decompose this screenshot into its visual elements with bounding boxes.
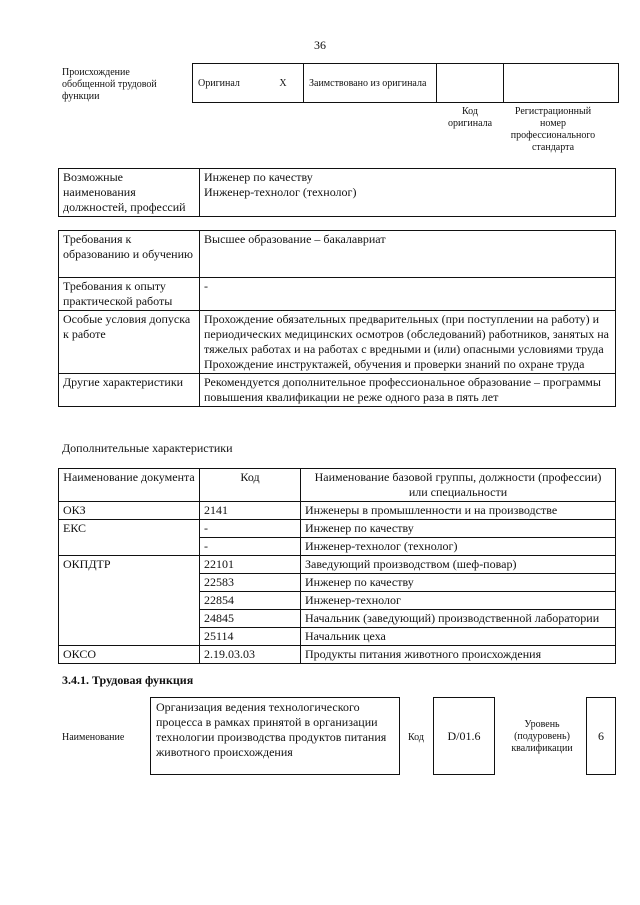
col-header-doc: Наименование документа	[59, 469, 200, 502]
req-value: Высшее образование – бакалавриат	[200, 231, 616, 278]
req-value: Рекомендуется дополнительное профессиональное образование – программы повышения квалификации не реже одного раза в пять лет	[200, 374, 616, 407]
table-row: 24845 Начальник (заведующий) производственной лаборатории	[59, 610, 616, 628]
qualification-level-label: Уровень (подуровень) квалификации	[511, 719, 573, 754]
code-caption: Код оригинала	[447, 106, 493, 129]
origin-label: Происхождение обобщенной трудовой функции	[62, 67, 157, 102]
position-item: Инженер по качеству	[204, 170, 313, 184]
positions-label: Возможные наименования должностей, профессий	[59, 169, 200, 217]
reg-caption: Регистрационный номер профессионального стандарта	[510, 106, 596, 153]
position-item: Инженер-технолог (технолог)	[204, 185, 357, 199]
col-header-code: Код	[200, 469, 301, 502]
labor-function-title: 3.4.1. Трудовая функция	[62, 673, 194, 687]
table-row: ОКСО 2.19.03.03 Продукты питания животного происхождения	[59, 646, 616, 664]
reg-number-cell	[504, 64, 619, 103]
positions-table	[58, 168, 616, 217]
page-number: 36	[314, 38, 326, 52]
req-value: Прохождение обязательных предварительных (при поступлении на работу) и периодических медицинских осмотров (обследований) работников, занятых на тяжелых работах и на работах с вредными и (или) опасными условиями труда Прохождение инструктажей, обучения и проверки знаний по охране труда	[200, 311, 616, 374]
positions-values	[200, 169, 616, 217]
req-value: -	[200, 278, 616, 311]
req-label: Особые условия допуска к работе	[59, 311, 200, 374]
req-label: Другие характеристики	[59, 374, 200, 407]
table-row: 22583 Инженер по качеству	[59, 574, 616, 592]
labor-function-name: Организация ведения технологического процесса в рамках принятой в организации технологии производства продуктов питания животного происхождения	[150, 697, 400, 775]
original-code-cell	[437, 64, 504, 103]
table-row: ОКПДТР 22101 Заведующий производством (шеф-повар)	[59, 556, 616, 574]
qualification-level: 6	[586, 697, 616, 775]
col-header-name: Наименование базовой группы, должности (профессии) или специальности	[301, 469, 616, 502]
additional-table	[58, 468, 616, 664]
table-row: ЕКС - Инженер по качеству	[59, 520, 616, 538]
origin-table	[192, 63, 619, 103]
table-row: ОКЗ 2141 Инженеры в промышленности и на производстве	[59, 502, 616, 520]
req-label: Требования к опыту практической работы	[59, 278, 200, 311]
borrowed-label: Заимствовано из оригинала	[304, 64, 437, 103]
additional-title: Дополнительные характеристики	[62, 441, 233, 455]
labor-function-code: D/01.6	[433, 697, 495, 775]
labor-function-name-label: Наименование	[62, 732, 125, 743]
req-label: Требования к образованию и обучению	[59, 231, 200, 278]
table-row: - Инженер-технолог (технолог)	[59, 538, 616, 556]
original-label: Оригинал	[193, 64, 264, 103]
original-mark: X	[263, 64, 304, 103]
table-row: 25114 Начальник цеха	[59, 628, 616, 646]
requirements-table	[58, 230, 616, 407]
table-row: 22854 Инженер-технолог	[59, 592, 616, 610]
labor-function-code-label: Код	[408, 732, 424, 743]
